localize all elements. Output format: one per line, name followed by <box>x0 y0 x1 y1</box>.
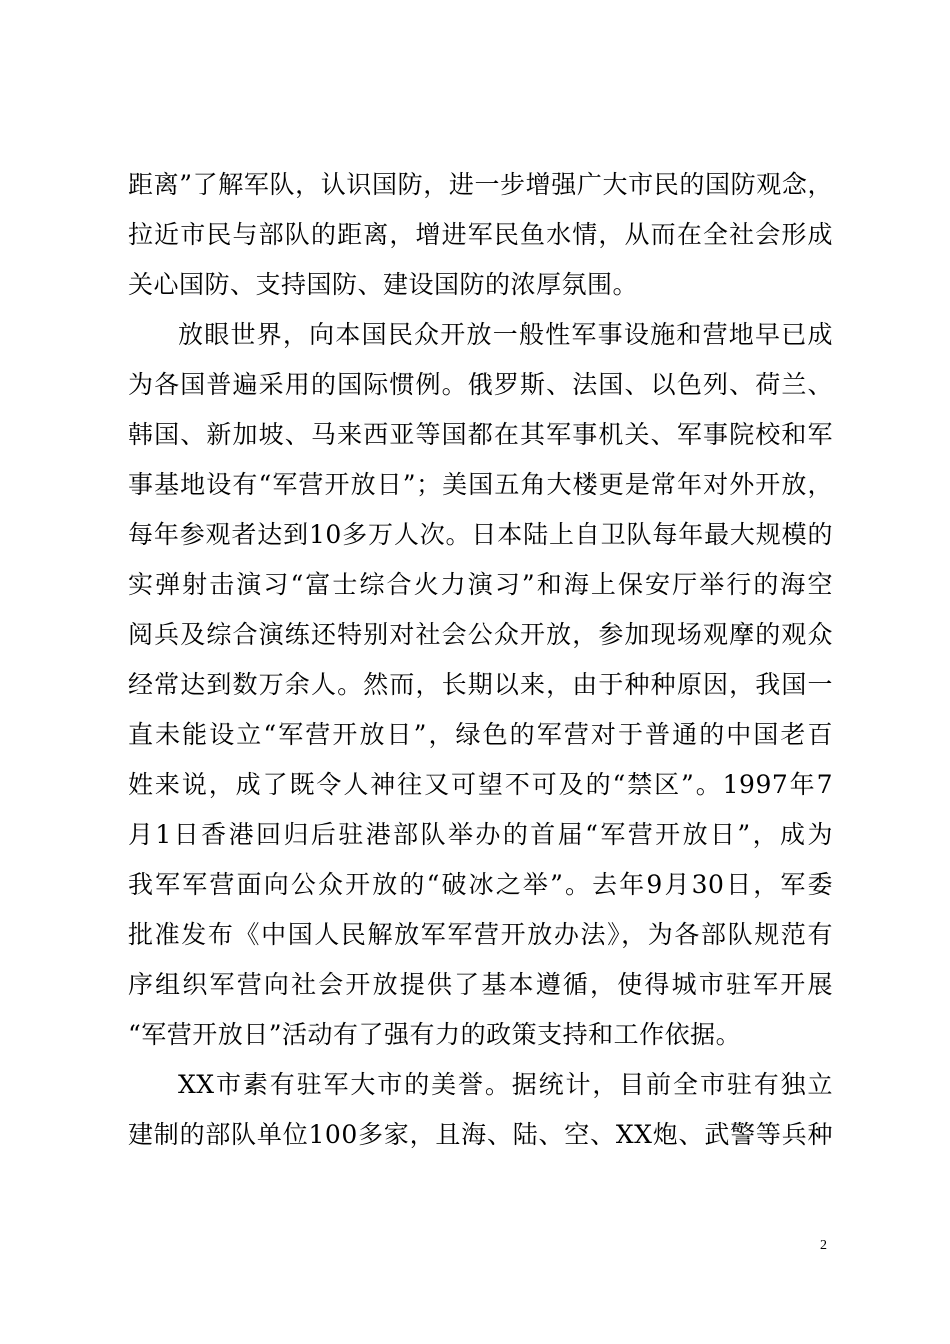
text-line: 为各国普遍采用的国际惯例。俄罗斯、法国、以色列、荷兰、 <box>128 370 833 399</box>
text-line: 序组织军营向社会开放提供了基本遵循，使得城市驻军开展 <box>128 970 833 999</box>
text-line: 阅兵及综合演练还特别对社会公众开放，参加现场观摩的观众 <box>128 620 833 649</box>
document-body <box>128 160 833 1160</box>
text-line: 放眼世界，向本国民众开放一般性军事设施和营地早已成 <box>178 320 833 349</box>
text-line: 每年参观者达到10多万人次。日本陆上自卫队每年最大规模的 <box>128 520 833 549</box>
paragraph-2 <box>128 310 833 1060</box>
text-line: 事基地设有“军营开放日”；美国五角大楼更是常年对外开放， <box>128 470 833 499</box>
text-line: 直未能设立“军营开放日”，绿色的军营对于普通的中国老百 <box>128 720 833 749</box>
text-line: 批准发布《中国人民解放军军营开放办法》，为各部队规范有 <box>128 920 833 949</box>
text-line: 建制的部队单位100多家，且海、陆、空、XX炮、武警等兵种 <box>128 1120 833 1149</box>
text-line: XX市素有驻军大市的美誉。据统计，目前全市驻有独立 <box>178 1070 833 1099</box>
text-line: “军营开放日”活动有了强有力的政策支持和工作依据。 <box>128 1020 742 1049</box>
text-line: 实弹射击演习“富士综合火力演习”和海上保安厅举行的海空 <box>128 570 833 599</box>
text-line: 关心国防、支持国防、建设国防的浓厚氛围。 <box>128 270 639 299</box>
text-line: 韩国、新加坡、马来西亚等国都在其军事机关、军事院校和军 <box>128 420 833 449</box>
text-line: 姓来说，成了既令人神往又可望不可及的“禁区”。1997年7 <box>128 770 833 799</box>
paragraph-1 <box>128 160 833 310</box>
paragraph-3 <box>128 1060 833 1160</box>
text-line: 我军军营面向公众开放的“破冰之举”。去年9月30日，军委 <box>128 870 833 899</box>
text-line: 距离”了解军队，认识国防，进一步增强广大市民的国防观念， <box>128 170 833 199</box>
text-line: 经常达到数万余人。然而，长期以来，由于种种原因，我国一 <box>128 670 833 699</box>
text-line: 月1日香港回归后驻港部队举办的首届“军营开放日”，成为 <box>128 820 833 849</box>
text-line: 拉近市民与部队的距离，增进军民鱼水情，从而在全社会形成 <box>128 220 833 249</box>
page-number: 2 <box>820 1238 827 1253</box>
